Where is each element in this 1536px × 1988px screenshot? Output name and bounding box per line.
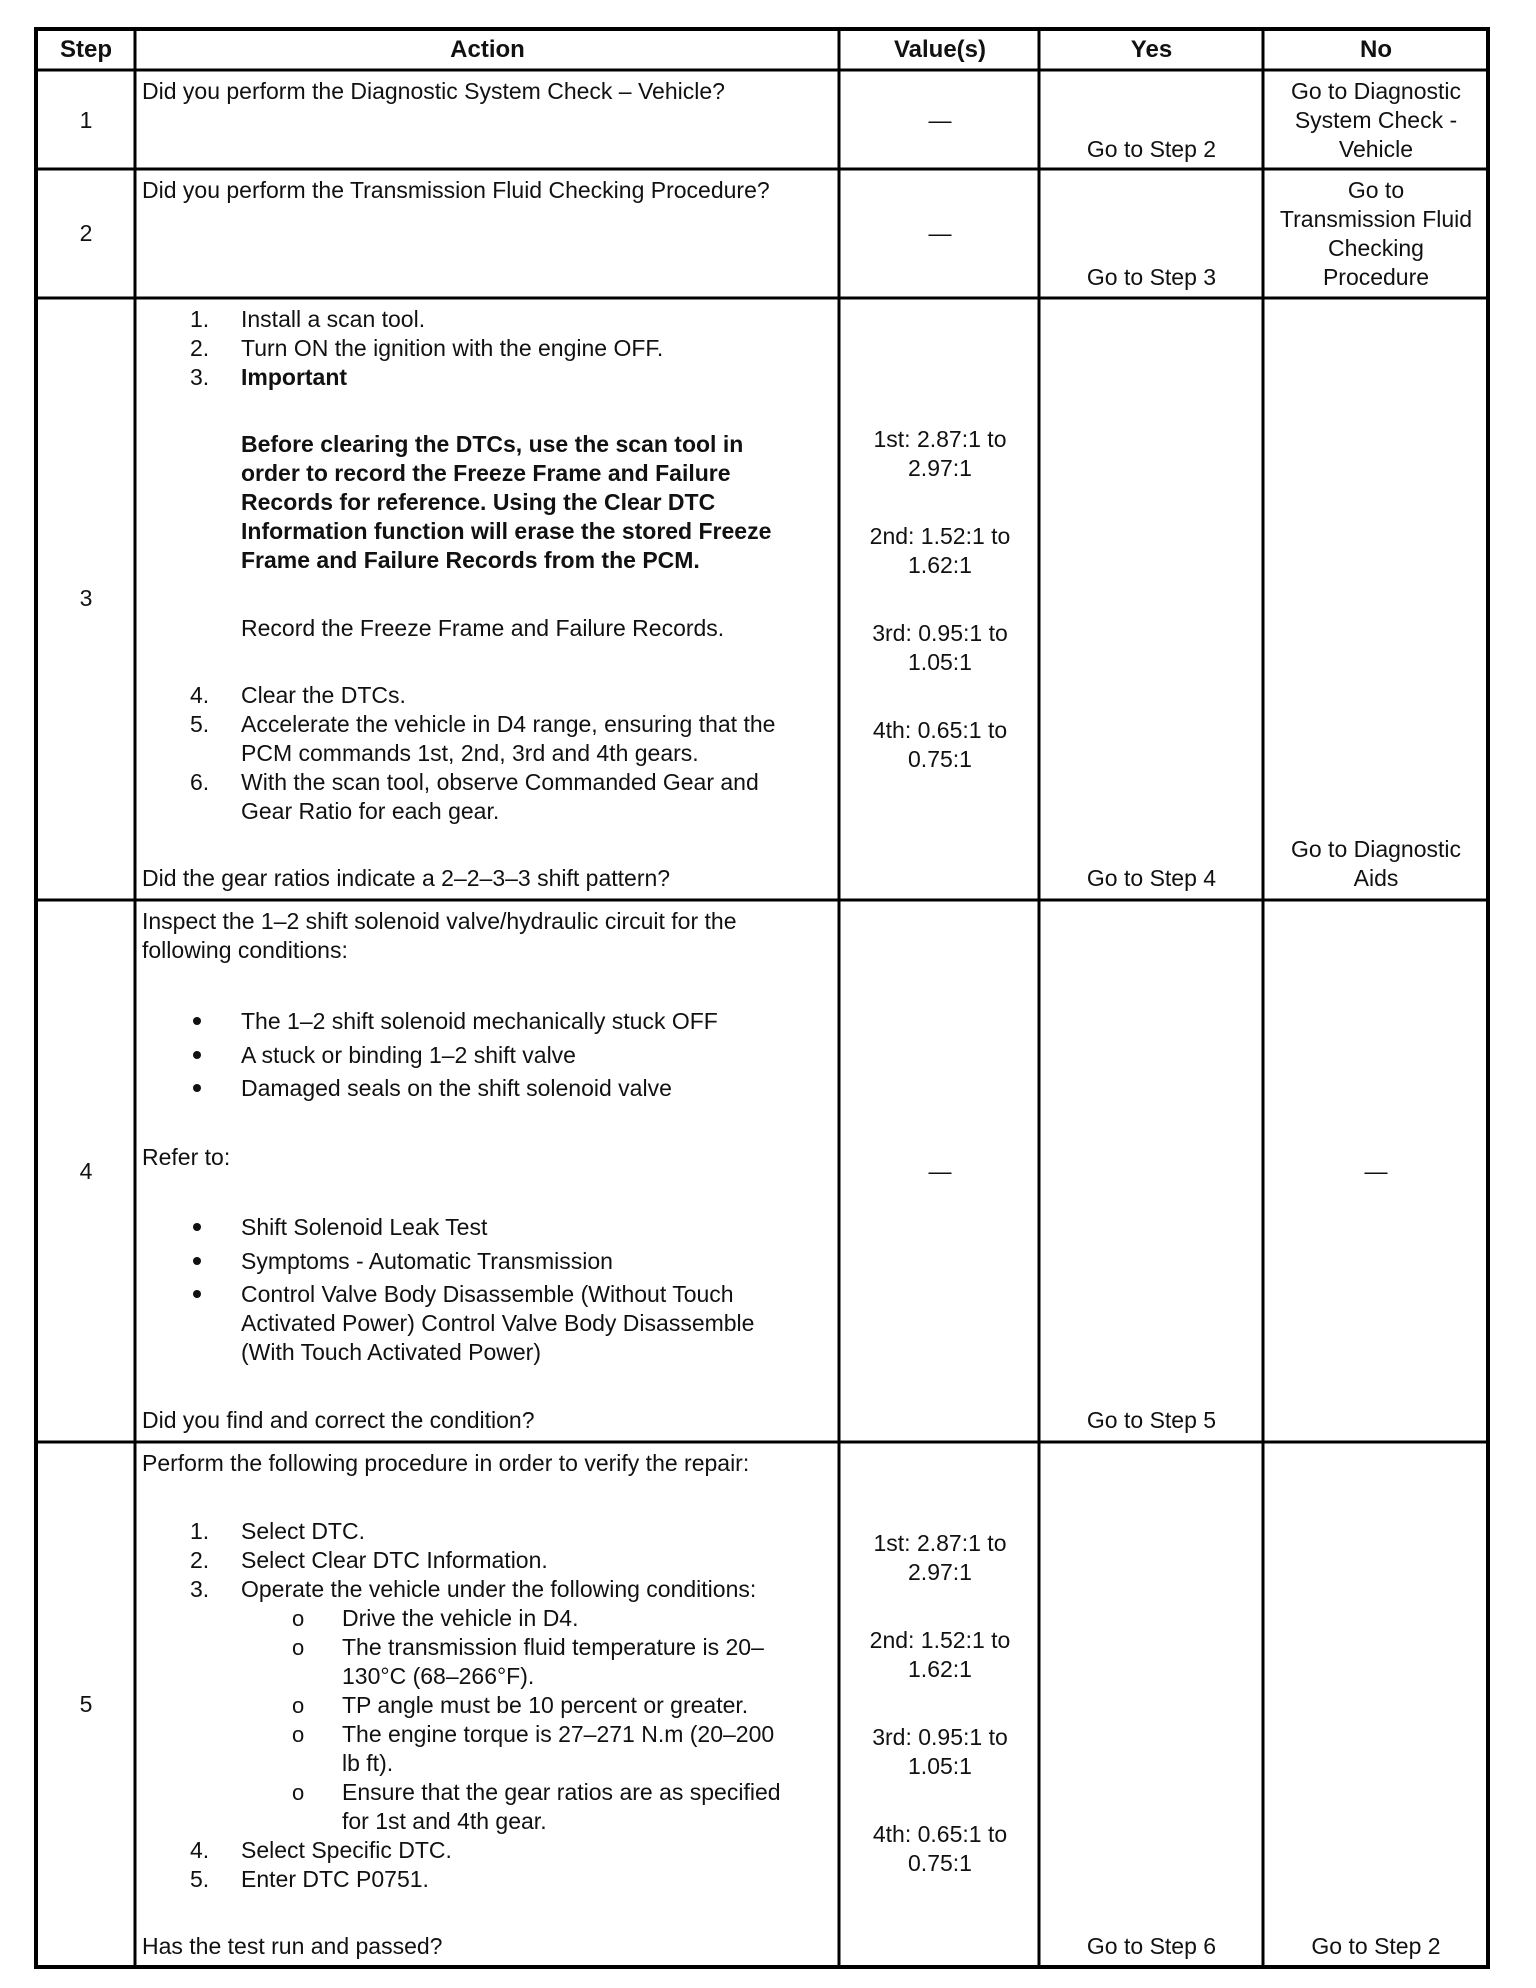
step-number: 4 <box>79 1158 93 1184</box>
action-intro: Inspect the 1–2 shift solenoid valve/hydraulic circuit for the <box>142 908 737 934</box>
sub-item: The transmission fluid temperature is 20– <box>342 1634 764 1660</box>
action-question: Did you perform the Transmission Fluid Checking Procedure? <box>142 177 770 203</box>
gear-ratio-value: 2nd: 1.52:1 to <box>869 523 1011 549</box>
step-number: 2 <box>79 220 93 246</box>
list-item: With the scan tool, observe Commanded Gear and <box>241 769 759 795</box>
important-note-line: order to record the Freeze Frame and Failure <box>241 460 731 486</box>
list-number: 5. <box>190 711 210 737</box>
important-note-line: Records for reference. Using the Clear DTC <box>241 489 716 515</box>
list-item: Gear Ratio for each gear. <box>241 798 500 824</box>
refer-label: Refer to: <box>142 1144 231 1170</box>
condition-item: Damaged seals on the shift solenoid valve <box>241 1075 672 1101</box>
action-question: Did you perform the Diagnostic System Check – Vehicle? <box>142 78 725 104</box>
gear-ratio-value: 3rd: 0.95:1 to <box>872 1724 1008 1750</box>
list-number: 2. <box>190 1547 210 1573</box>
yes-cell: Go to Step 6 <box>1086 1933 1217 1959</box>
value-cell: — <box>928 220 952 246</box>
gear-ratio-value: 4th: 0.65:1 to <box>872 1821 1008 1847</box>
bullet-icon <box>193 1017 201 1025</box>
sub-bullet-icon: o <box>292 1722 305 1747</box>
list-number: 3. <box>190 1576 210 1602</box>
header-values: Value(s) <box>893 36 987 63</box>
gear-ratio-value: 1st: 2.87:1 to <box>873 426 1007 452</box>
list-item: PCM commands 1st, 2nd, 3rd and 4th gears. <box>241 740 699 766</box>
gear-ratio-value: 1.62:1 <box>908 1656 972 1682</box>
list-number: 1. <box>190 1518 210 1544</box>
reference-item: Shift Solenoid Leak Test <box>241 1214 488 1240</box>
gear-ratio-value: 1.62:1 <box>908 552 972 578</box>
important-note-line: Before clearing the DTCs, use the scan tool in <box>241 431 744 457</box>
list-item: Select DTC. <box>241 1518 365 1544</box>
sub-item: 130°C (68–266°F). <box>342 1663 535 1689</box>
list-item: Operate the vehicle under the following conditions: <box>241 1576 757 1602</box>
important-heading: Important <box>241 364 348 390</box>
header-no: No <box>1360 36 1392 63</box>
sub-item: lb ft). <box>342 1750 394 1776</box>
important-note-line: Information function will erase the stored Freeze <box>241 518 772 544</box>
reference-item: Activated Power) Control Valve Body Disassemble <box>241 1310 755 1336</box>
action-question: Did you find and correct the condition? <box>142 1407 535 1433</box>
list-item: Enter DTC P0751. <box>241 1866 429 1892</box>
condition-item: A stuck or binding 1–2 shift valve <box>241 1042 576 1068</box>
reference-item: (With Touch Activated Power) <box>241 1339 541 1365</box>
list-number: 6. <box>190 769 210 795</box>
gear-ratio-value: 2.97:1 <box>908 1559 972 1585</box>
no-cell-line: System Check - <box>1294 107 1458 133</box>
no-cell-line: Transmission Fluid <box>1279 206 1473 232</box>
list-item: Select Clear DTC Information. <box>241 1547 548 1573</box>
no-cell-line: Checking <box>1328 235 1424 261</box>
list-item: Turn ON the ignition with the engine OFF. <box>241 335 664 361</box>
sub-bullet-icon: o <box>292 1606 305 1631</box>
gear-ratio-value: 0.75:1 <box>908 1850 972 1876</box>
sub-item: Ensure that the gear ratios are as specified <box>342 1779 781 1805</box>
gear-ratio-value: 2.97:1 <box>908 455 972 481</box>
action-question: Did the gear ratios indicate a 2–2–3–3 shift pattern? <box>142 865 671 891</box>
sub-bullet-icon: o <box>292 1635 305 1660</box>
action-intro: Perform the following procedure in order to verify the repair: <box>142 1450 750 1476</box>
gear-ratio-value: 3rd: 0.95:1 to <box>872 620 1008 646</box>
no-cell: Go to Step 2 <box>1311 1933 1441 1959</box>
no-cell-line: Aids <box>1353 865 1399 891</box>
bullet-icon <box>193 1223 201 1231</box>
bullet-icon <box>193 1257 201 1265</box>
list-item: Accelerate the vehicle in D4 range, ensuring that the <box>241 711 776 737</box>
gear-ratio-value: 4th: 0.65:1 to <box>872 717 1008 743</box>
gear-ratio-value: 0.75:1 <box>908 746 972 772</box>
sub-item: for 1st and 4th gear. <box>342 1808 547 1834</box>
step-number: 3 <box>79 585 93 611</box>
yes-cell: Go to Step 5 <box>1086 1407 1217 1433</box>
yes-cell: Go to Step 3 <box>1086 264 1217 290</box>
no-cell-line: Vehicle <box>1338 136 1414 162</box>
bullet-icon <box>193 1290 201 1298</box>
reference-item: Symptoms - Automatic Transmission <box>241 1248 613 1274</box>
gear-ratio-value: 1.05:1 <box>908 649 972 675</box>
action-question: Has the test run and passed? <box>142 1933 443 1959</box>
list-item: Clear the DTCs. <box>241 682 406 708</box>
list-number: 2. <box>190 335 210 361</box>
no-cell-line: Go to Diagnostic <box>1290 836 1462 862</box>
bullet-icon <box>193 1084 201 1092</box>
list-item: Install a scan tool. <box>241 306 426 332</box>
no-cell-line: Go to Diagnostic <box>1290 78 1462 104</box>
sub-bullet-icon: o <box>292 1780 305 1805</box>
important-note-line: Frame and Failure Records from the PCM. <box>241 547 700 573</box>
reference-item: Control Valve Body Disassemble (Without Touch <box>241 1281 734 1307</box>
header-yes: Yes <box>1130 36 1173 63</box>
list-item: Select Specific DTC. <box>241 1837 452 1863</box>
action-intro: following conditions: <box>142 937 348 963</box>
header-action: Action <box>450 36 525 63</box>
sub-item: Drive the vehicle in D4. <box>342 1605 579 1631</box>
condition-item: The 1–2 shift solenoid mechanically stuck OFF <box>241 1008 718 1034</box>
header-step: Step <box>59 36 112 63</box>
list-number: 5. <box>190 1866 210 1892</box>
gear-ratio-value: 2nd: 1.52:1 to <box>869 1627 1011 1653</box>
record-instruction: Record the Freeze Frame and Failure Records. <box>241 615 725 641</box>
list-number: 4. <box>190 1837 210 1863</box>
gear-ratio-value: 1st: 2.87:1 to <box>873 1530 1007 1556</box>
yes-cell: Go to Step 2 <box>1086 136 1217 162</box>
bullet-icon <box>193 1051 201 1059</box>
step-number: 5 <box>79 1691 93 1717</box>
value-cell: — <box>928 1158 952 1184</box>
no-cell-line: Procedure <box>1322 264 1430 290</box>
no-cell-line: Go to <box>1347 177 1405 203</box>
list-number: 3. <box>190 364 210 390</box>
sub-item: TP angle must be 10 percent or greater. <box>342 1692 749 1718</box>
yes-cell: Go to Step 4 <box>1086 865 1217 891</box>
list-number: 1. <box>190 306 210 332</box>
sub-bullet-icon: o <box>292 1693 305 1718</box>
list-number: 4. <box>190 682 210 708</box>
no-cell: — <box>1364 1158 1388 1184</box>
step-number: 1 <box>79 107 93 133</box>
gear-ratio-value: 1.05:1 <box>908 1753 972 1779</box>
value-cell: — <box>928 107 952 133</box>
sub-item: The engine torque is 27–271 N.m (20–200 <box>342 1721 775 1747</box>
